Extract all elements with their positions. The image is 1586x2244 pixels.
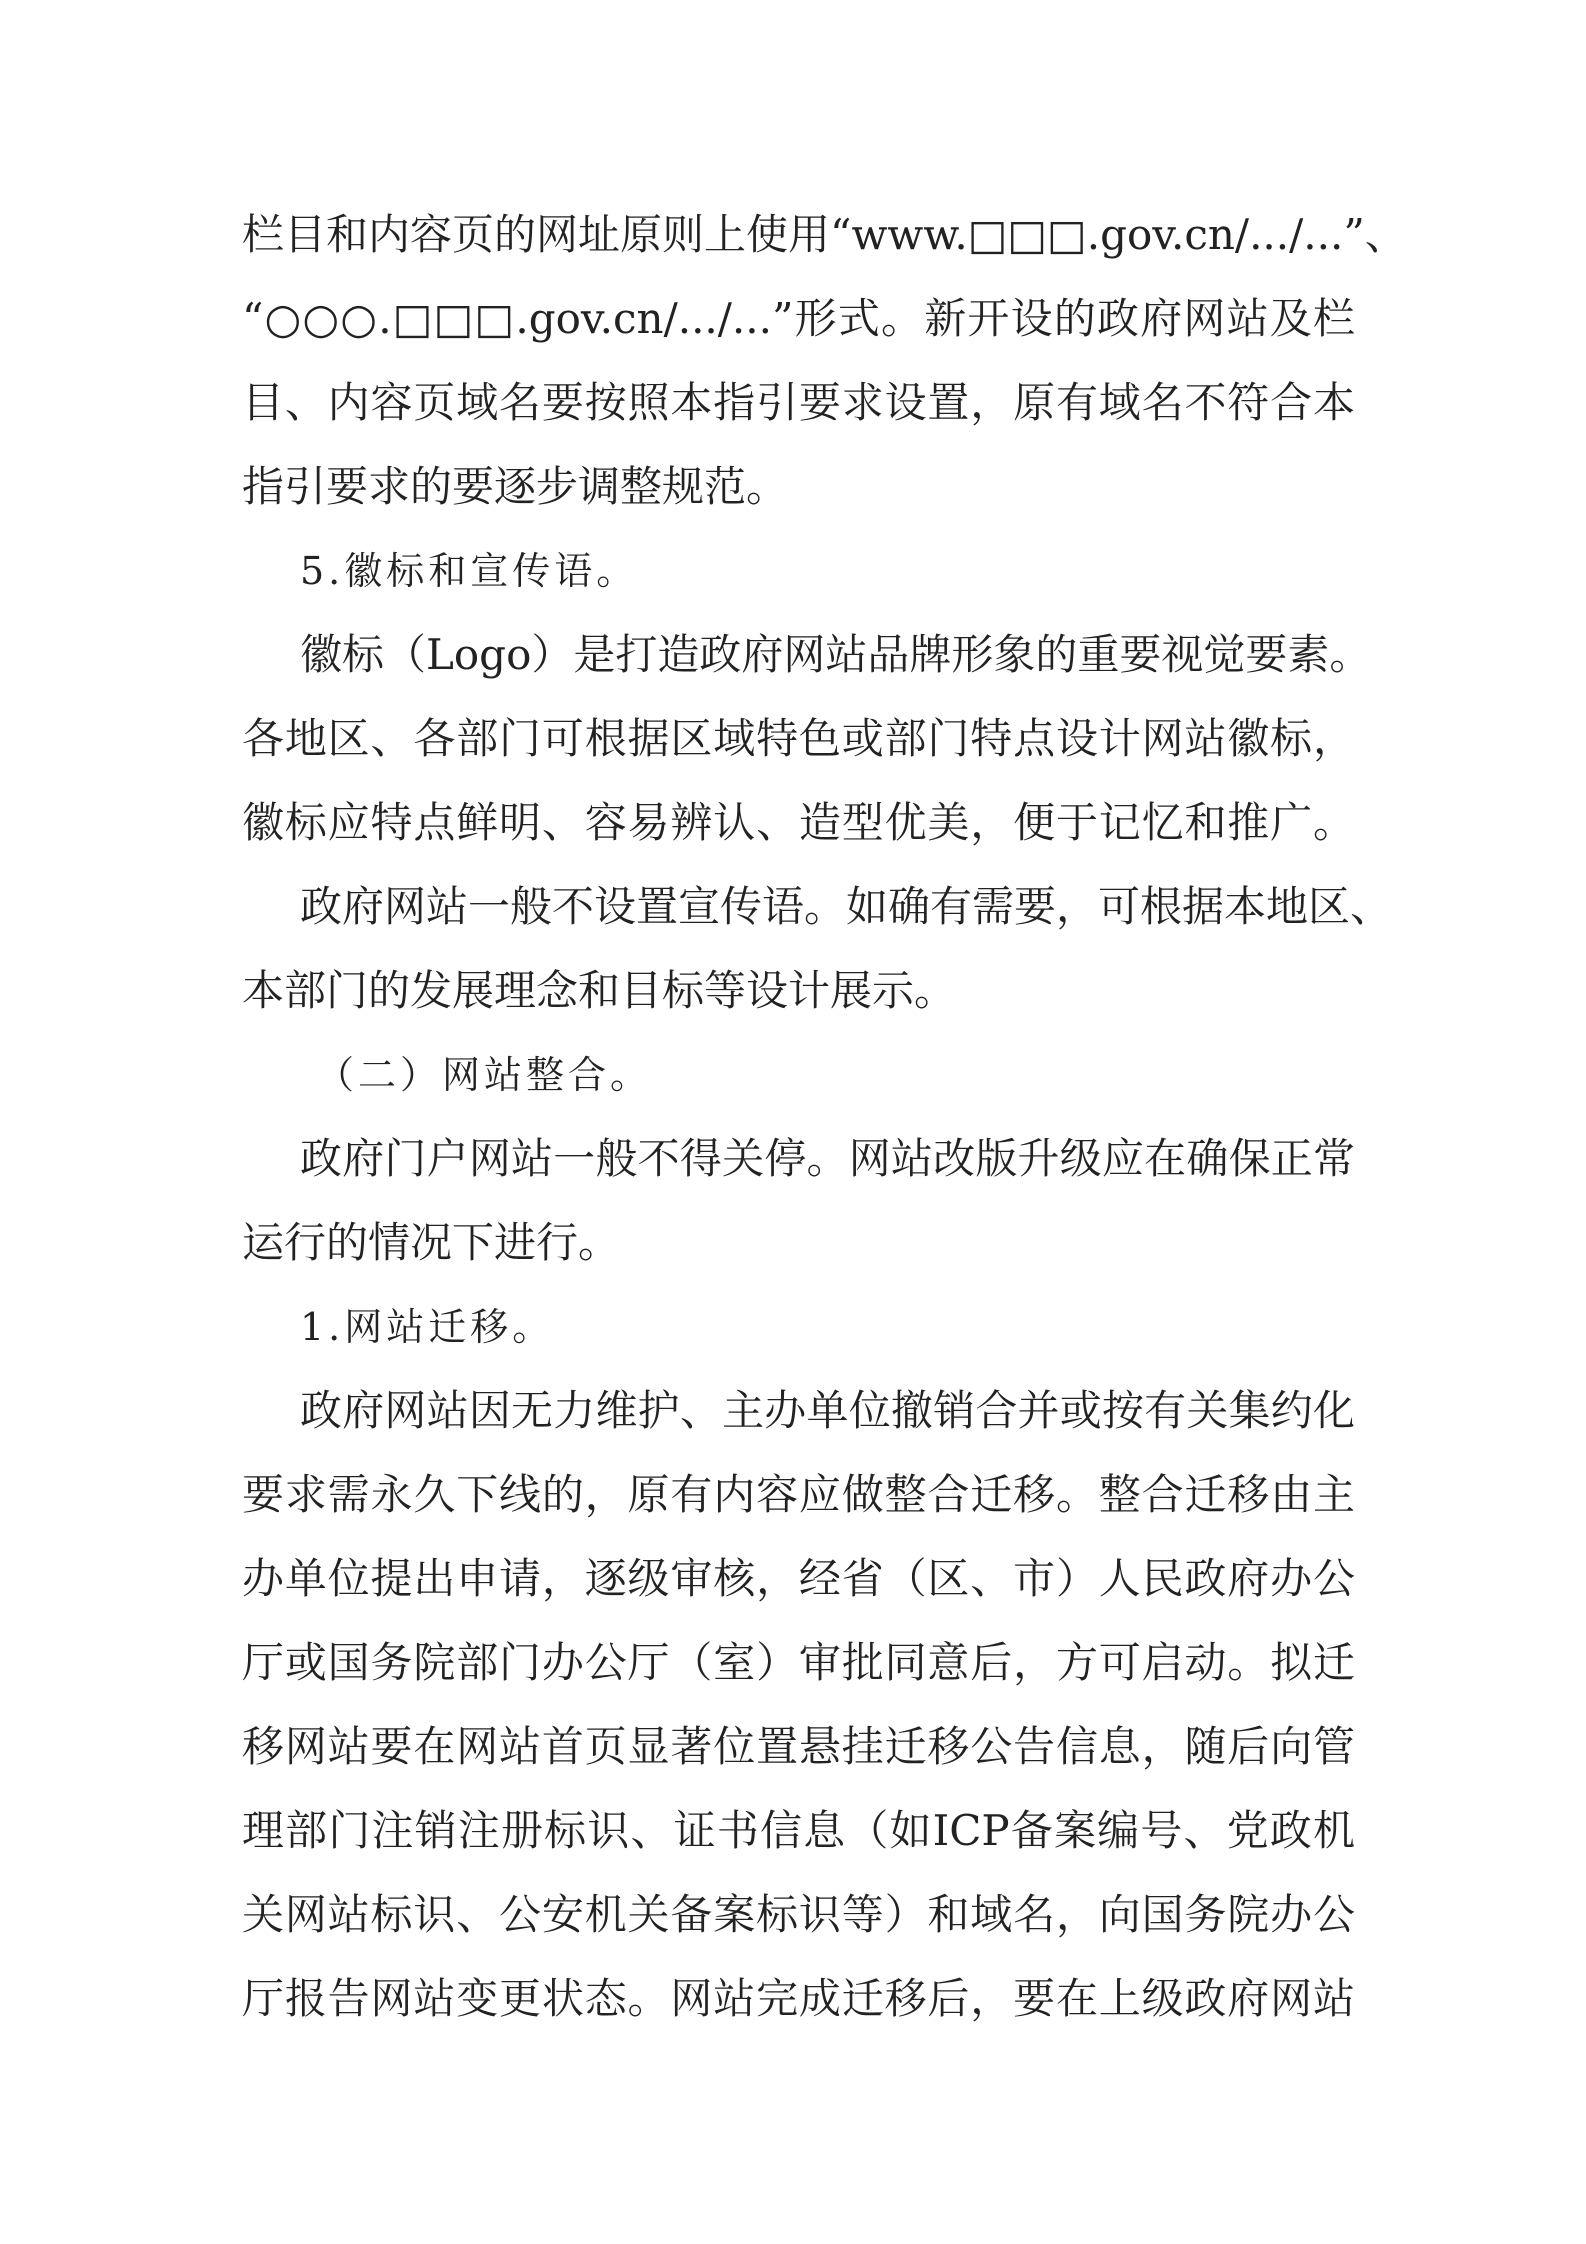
text-line: 关网站标识、公安机关备案标识等）和域名，向国务院办公 <box>242 1890 1355 1939</box>
text-line: 徽标（Logo）是打造政府网站品牌形象的重要视觉要素。 <box>300 630 1372 679</box>
text-line: 政府网站因无力维护、主办单位撤销合并或按有关集约化 <box>300 1386 1355 1435</box>
text-line: 厅报告网站变更状态。网站完成迁移后，要在上级政府网站 <box>242 1974 1355 2023</box>
text-line: 政府门户网站一般不得关停。网站改版升级应在确保正常 <box>300 1134 1355 1183</box>
section-heading: 5.徽标和宣传语。 <box>300 549 639 593</box>
text-line: 移网站要在网站首页显著位置悬挂迁移公告信息，随后向管 <box>242 1722 1355 1771</box>
text-line: 目、内容页域名要按照本指引要求设置，原有域名不符合本 <box>242 378 1355 427</box>
text-line: 理部门注销注册标识、证书信息（如ICP备案编号、党政机 <box>242 1806 1355 1855</box>
text-line: “○○○.□□□.gov.cn/.../...”形式。新开设的政府网站及栏 <box>242 294 1355 343</box>
text-line: 政府网站一般不设置宣传语。如确有需要，可根据本地区、 <box>300 882 1393 931</box>
text-line: 各地区、各部门可根据区域特色或部门特点设计网站徽标， <box>242 714 1355 763</box>
text-line: 本部门的发展理念和目标等设计展示。 <box>242 966 957 1015</box>
section-heading: （二）网站整合。 <box>316 1053 653 1097</box>
text-line: 要求需永久下线的，原有内容应做整合迁移。整合迁移由主 <box>242 1470 1355 1519</box>
text-line: 厅或国务院部门办公厅（室）审批同意后，方可启动。拟迁 <box>242 1638 1355 1687</box>
text-line: 栏目和内容页的网址原则上使用“www.□□□.gov.cn/.../...”、 <box>242 210 1407 259</box>
text-line: 指引要求的要逐步调整规范。 <box>242 462 789 511</box>
text-line: 运行的情况下进行。 <box>242 1218 621 1267</box>
section-heading: 1.网站迁移。 <box>300 1305 555 1349</box>
text-line: 徽标应特点鲜明、容易辨认、造型优美，便于记忆和推广。 <box>242 798 1355 847</box>
text-line: 办单位提出申请，逐级审核，经省（区、市）人民政府办公 <box>242 1554 1355 1603</box>
